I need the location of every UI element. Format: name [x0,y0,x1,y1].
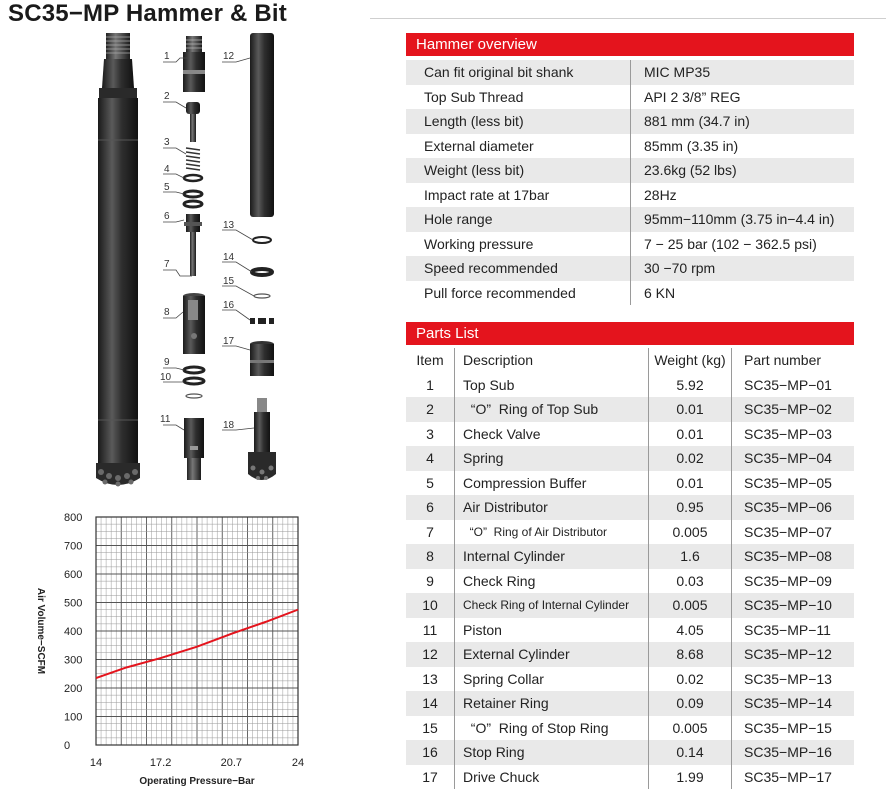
parts-row [406,471,854,496]
part-number: SC35−MP−07 [744,523,832,540]
part-number: SC35−MP−05 [744,474,832,491]
diagram-label: 10 [160,372,172,383]
part-number: SC35−MP−04 [744,450,832,467]
part-weight: 0.03 [649,569,732,594]
parts-row [406,422,854,447]
part-weight: 0.01 [649,397,732,422]
overview-key: Weight (less bit) [406,158,631,183]
part-spring-illustration [184,175,202,181]
diagram-label: 13 [223,220,235,231]
parts-row [406,397,854,422]
part-check-valve-illustration [186,148,200,170]
part-number: SC35−MP−13 [744,670,832,687]
part-number: SC35−MP−06 [744,499,832,516]
overview-row [406,158,854,183]
diagram-label: 15 [223,276,235,287]
col-header: Part number [744,352,822,369]
part-weight: 0.005 [649,520,732,545]
part-number: SC35−MP−03 [744,425,832,442]
overview-row [406,134,854,159]
part-check-ring-illustration [184,367,204,373]
part-weight: 1.99 [649,765,732,789]
diagram-label: 12 [223,51,235,62]
diagram-label: 3 [164,137,170,148]
part-item: 10 [406,593,455,618]
x-axis-label: Operating Pressure−Bar [139,776,255,787]
part-description: Air Distributor [455,495,649,520]
diagram-label: 16 [223,300,235,311]
x-tick-label: 14 [89,757,103,769]
part-item: 17 [406,765,455,789]
overview-value: 30 −70 rpm [644,260,716,277]
diagram-label: 8 [164,307,170,318]
part-item: 2 [406,397,455,422]
overview-key: External diameter [406,134,631,159]
overview-table [406,60,854,305]
part-item: 11 [406,618,455,643]
part-number: SC35−MP−02 [744,401,832,418]
col-header: Item [406,348,455,373]
overview-value: 6 KN [644,284,676,301]
part-o-ring-stop-ring-illustration [254,294,270,298]
part-retainer-ring-illustration [252,269,272,275]
parts-row [406,520,854,545]
part-item: 5 [406,471,455,496]
y-tick-label: 0 [64,740,71,752]
x-tick-label: 20.7 [220,757,243,769]
part-item: 7 [406,520,455,545]
part-number: SC35−MP−15 [744,719,832,736]
parts-row [406,716,854,741]
overview-key: Impact rate at 17bar [406,183,631,208]
overview-key: Can fit original bit shank [406,60,631,85]
part-description: Compression Buffer [455,471,649,496]
overview-row [406,85,854,110]
y-tick-label: 200 [64,683,83,695]
part-description: Drive Chuck [455,765,649,789]
part-internal-cylinder-illustration [183,293,205,354]
part-number: SC35−MP−10 [744,597,832,614]
part-description: Piston [455,618,649,643]
part-weight: 8.68 [649,642,732,667]
y-tick-label: 500 [64,597,83,610]
page-title: SC35−MP Hammer & Bit [8,0,287,27]
part-item: 14 [406,691,455,716]
parts-row [406,544,854,569]
title-divider [370,18,886,19]
part-piston-illustration [184,418,204,480]
parts-row [406,691,854,716]
part-description: Check Ring of Internal Cylinder [455,593,649,618]
part-check-ring-internal-cylinder-illustration [184,378,204,384]
part-number: SC35−MP−16 [744,744,832,761]
part-description: Retainer Ring [455,691,649,716]
parts-row [406,618,854,643]
part-item: 8 [406,544,455,569]
diagram-label: 18 [223,420,235,431]
overview-key: Pull force recommended [406,281,631,306]
overview-heading: Hammer overview [406,33,854,56]
y-axis-label: Air Volume−SCFM [35,587,46,675]
y-tick-label: 100 [64,711,83,724]
y-tick-label: 600 [64,569,83,581]
part-drive-chuck-illustration [250,341,274,376]
part-description: Stop Ring [455,740,649,765]
air-volume-chart [0,500,310,789]
part-number: SC35−MP−12 [744,646,832,663]
diagram-label: 4 [164,164,170,175]
overview-row [406,256,854,281]
part-external-cylinder-illustration [250,33,274,217]
part-item: 13 [406,667,455,692]
part-description: Check Valve [455,422,649,447]
part-description: Spring Collar [455,667,649,692]
part-item: 6 [406,495,455,520]
part-weight: 0.09 [649,691,732,716]
overview-key: Hole range [406,207,631,232]
x-tick-label: 17.2 [149,757,172,769]
parts-row [406,740,854,765]
overview-key: Length (less bit) [406,109,631,134]
part-number: SC35−MP−09 [744,572,832,589]
part-o-ring-top-sub-illustration [186,102,200,142]
diagram-label: 17 [223,336,235,347]
part-weight: 0.14 [649,740,732,765]
part-item: 12 [406,642,455,667]
diagram-label: 6 [164,211,170,222]
overview-value: 7 − 25 bar (102 − 362.5 psi) [644,235,817,252]
diagram-label: 5 [164,182,170,193]
y-tick-label: 800 [64,512,83,524]
part-number: SC35−MP−17 [744,768,832,785]
part-description: Spring [455,446,649,471]
diagram-label: 14 [223,252,235,263]
part-item: 15 [406,716,455,741]
parts-header-row [406,348,854,373]
parts-table [406,348,854,789]
diagram-label: 2 [164,91,170,102]
part-number: SC35−MP−11 [744,621,831,638]
part-weight: 1.6 [649,544,732,569]
diagram-label: 1 [164,51,170,62]
assembled-hammer [96,33,140,487]
overview-key: Top Sub Thread [406,85,631,110]
overview-value: 28Hz [644,186,677,203]
col-header: Description [455,348,649,373]
y-tick-label: 400 [64,626,83,638]
parts-row [406,446,854,471]
part-weight: 0.01 [649,471,732,496]
diagram-label: 9 [164,357,170,368]
part-item: 1 [406,373,455,398]
part-weight: 0.005 [649,593,732,618]
overview-value: 23.6kg (52 lbs) [644,162,737,179]
part-item: 9 [406,569,455,594]
part-weight: 0.01 [649,422,732,447]
part-description: “O” Ring of Top Sub [455,397,649,422]
overview-row [406,109,854,134]
parts-row [406,569,854,594]
part-weight: 0.02 [649,446,732,471]
drill-bit-illustration [248,398,276,480]
overview-row [406,183,854,208]
col-header: Weight (kg) [649,348,732,373]
part-weight: 0.95 [649,495,732,520]
y-tick-label: 300 [64,654,83,667]
overview-key: Working pressure [406,232,631,257]
overview-value: 881 mm (34.7 in) [644,113,750,130]
part-item: 3 [406,422,455,447]
overview-row [406,207,854,232]
parts-row [406,373,854,398]
part-description: External Cylinder [455,642,649,667]
part-description: Top Sub [455,373,649,398]
part-number: SC35−MP−08 [744,548,832,565]
part-weight: 0.005 [649,716,732,741]
parts-row [406,495,854,520]
overview-key: Speed recommended [406,256,631,281]
part-compression-buffer-illustration [184,191,202,197]
part-description: Check Ring [455,569,649,594]
part-weight: 4.05 [649,618,732,643]
parts-row [406,642,854,667]
overview-row [406,281,854,306]
part-item: 16 [406,740,455,765]
hammer-exploded-diagram [0,25,300,500]
part-item: 4 [406,446,455,471]
part-stop-ring-illustration [250,318,274,324]
part-air-distributor-illustration [184,214,202,276]
part-description: “O” Ring of Stop Ring [455,716,649,741]
part-spring-collar-illustration [253,237,271,243]
part-weight: 0.02 [649,667,732,692]
part-number: SC35−MP−14 [744,695,832,712]
diagram-label: 7 [164,259,170,270]
parts-heading: Parts List [406,322,854,345]
overview-value: MIC MP35 [644,64,711,81]
parts-row [406,765,854,789]
parts-row [406,593,854,618]
overview-row [406,60,854,85]
overview-value: API 2 3/8” REG [644,88,741,105]
parts-row [406,667,854,692]
part-top-sub-illustration [183,36,205,92]
part-weight: 5.92 [649,373,732,398]
part-description: “O” Ring of Air Distributor [455,520,649,545]
diagram-label: 11 [160,414,171,425]
overview-row [406,232,854,257]
part-description: Internal Cylinder [455,544,649,569]
y-tick-label: 700 [64,540,83,553]
part-number: SC35−MP−01 [744,376,832,393]
overview-value: 85mm (3.35 in) [644,137,739,154]
overview-value: 95mm−110mm (3.75 in−4.4 in) [644,211,835,228]
x-tick-label: 24 [291,757,305,769]
